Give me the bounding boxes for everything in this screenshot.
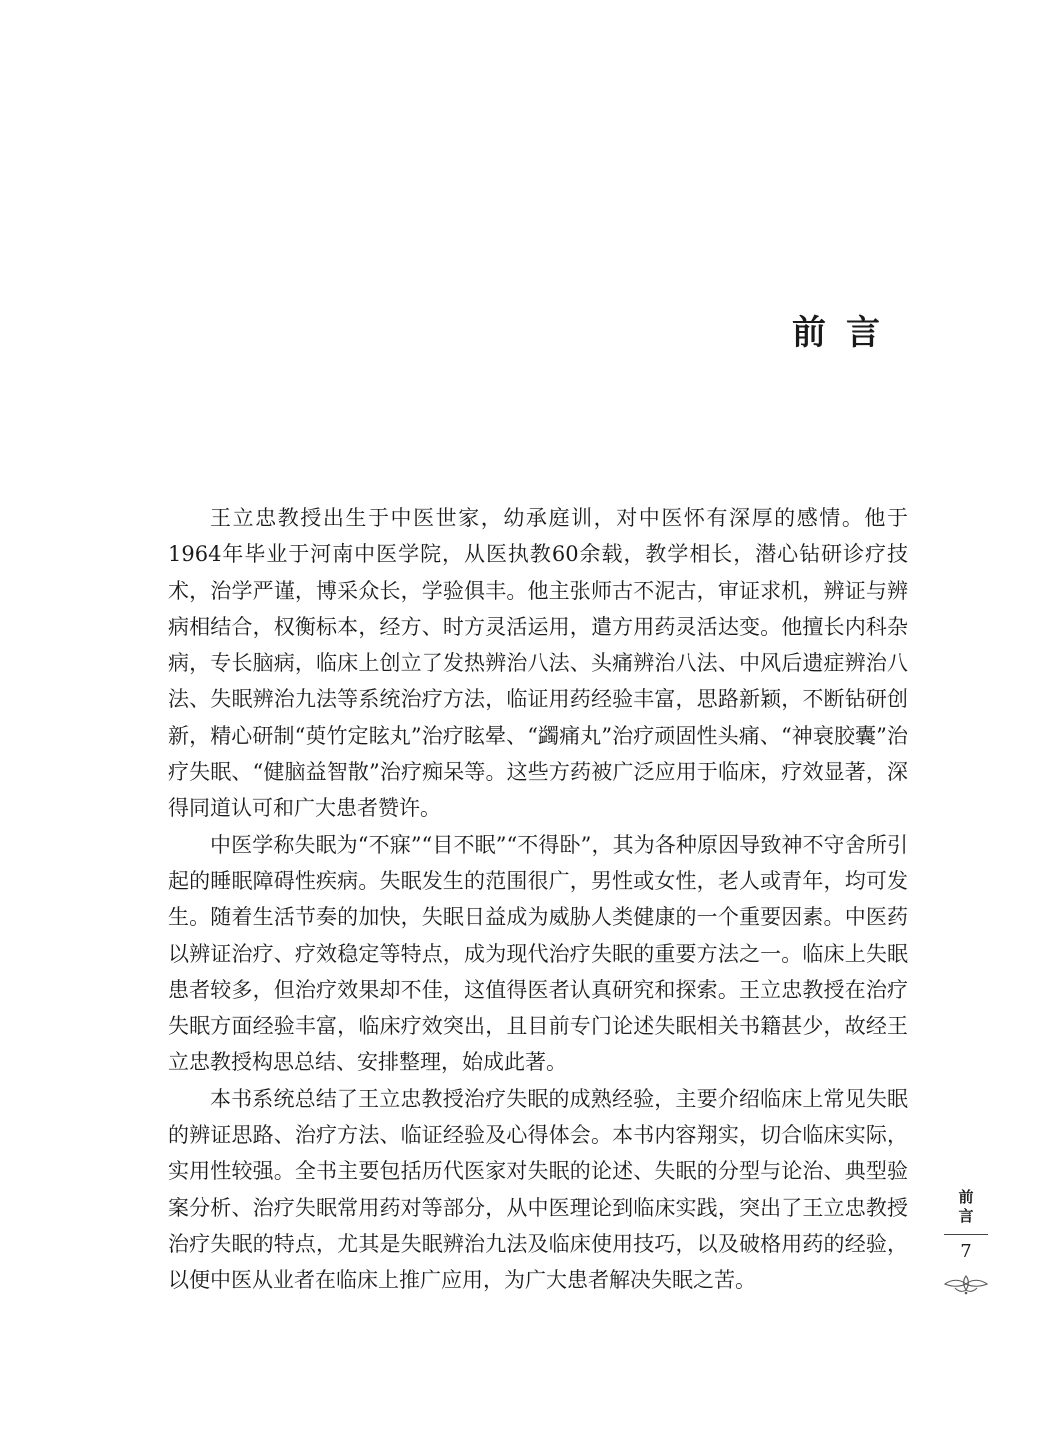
paragraph-1: 王立忠教授出生于中医世家，幼承庭训，对中医怀有深厚的感情。他于1964年毕业于河南中医学院，从医执教60余载，教学相长，潜心钻研诊疗技术，治学严谨，博采众长，学验俱丰。他主张师古不泥古，审证求机，辨证与辨病相结合，权衡标本，经方、时方灵活运用，遣方用药灵活达变。他擅长内科杂病，专长脑病，临床上创立了发热辨治八法、头痛辨治八法、中风后遗症辨治八法、失眠辨治九法等系统治疗方法，临证用药经验丰富，思路新颖，不断钻研创新，精心研制“萸竹定眩丸”治疗眩晕、“蠲痛丸”治疗顽固性头痛、“神衰胶囊”治疗失眠、“健脑益智散”治疗痴呆等。这些方药被广泛应用于临床，疗效显著，深得同道认可和广大患者赞许。 bbox=[168, 506, 908, 821]
paragraph-2: 中医学称失眠为“不寐”“目不眠”“不得卧”，其为各种原因导致神不守舍所引起的睡眠障碍性疾病。失眠发生的范围很广，男性或女性，老人或青年，均可发生。随着生活节奏的加快，失眠日益成为威胁人类健康的一个重要因素。中医药以辨证治疗、疗效稳定等特点，成为现代治疗失眠的重要方法之一。临床上失眠患者较多，但治疗效果却不佳，这值得医者认真研究和探索。王立忠教授在治疗失眠方面经验丰富，临床疗效突出，且目前专门论述失眠相关书籍甚少，故经王立忠教授构思总结、安排整理，始成此著。 bbox=[168, 832, 908, 1075]
tab-divider bbox=[944, 1234, 988, 1235]
page-title: 前言 bbox=[792, 313, 900, 353]
paragraph-3: 本书系统总结了王立忠教授治疗失眠的成熟经验，主要介绍临床上常见失眠的辨证思路、治疗方法、临证经验及心得体会。本书内容翔实，切合临床实际，实用性较强。全书主要包括历代医家对失眠的论述、失眠的分型与论治、典型验案分析、治疗失眠常用药对等部分，从中医理论到临床实践，突出了王立忠教授治疗失眠的特点，尤其是失眠辨治九法及临床使用技巧，以及破格用药的经验，以便中医从业者在临床上推广应用，为广大患者解决失眠之苦。 bbox=[168, 1086, 908, 1293]
section-label: 前言 bbox=[958, 1188, 974, 1225]
floral-ornament-icon bbox=[941, 1273, 991, 1295]
margin-tab bbox=[940, 1188, 992, 1295]
body-text bbox=[168, 500, 908, 1299]
page-number: 7 bbox=[960, 1241, 972, 1262]
